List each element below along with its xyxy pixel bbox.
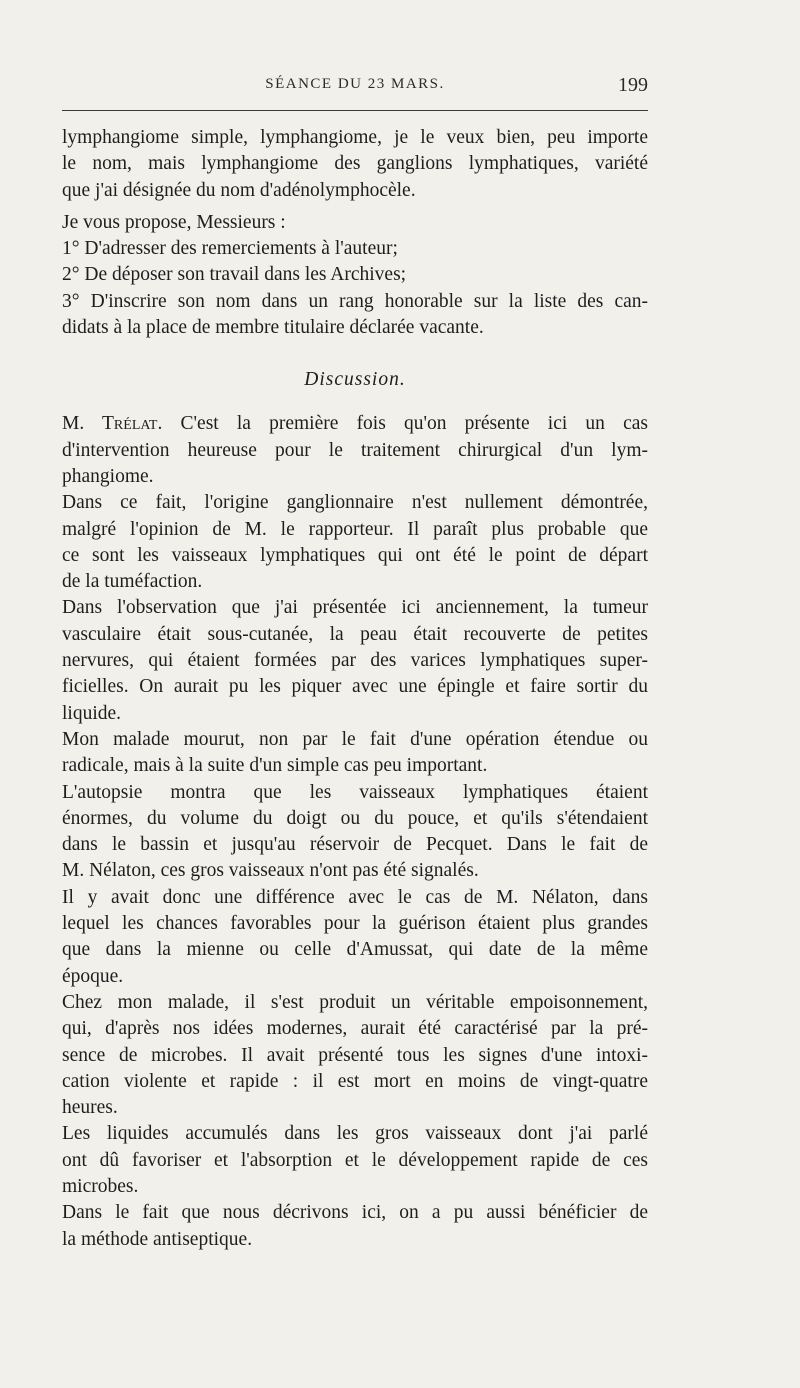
text-line: malgré l'opinion de M. le rapporteur. Il paraît plus probable que [62, 518, 648, 540]
text-line: Chez mon malade, il s'est produit un véritable empoisonnement, [62, 991, 648, 1013]
header-rule [62, 110, 648, 111]
paragraph [62, 780, 648, 885]
text-line: de la tuméfaction. [62, 571, 203, 593]
text-line: M. Nélaton, ces gros vaisseaux n'ont pas été signalés. [62, 860, 479, 882]
text-line: 3° D'inscrire son nom dans un rang honorable sur la liste des can- [62, 290, 648, 312]
text-line: Dans ce fait, l'origine ganglionnaire n'est nullement démontrée, [62, 492, 648, 514]
text-line: nervures, qui étaient formées par des varices lymphatiques super- [62, 650, 648, 672]
text-line: que j'ai désignée du nom d'adénolymphocèle. [62, 179, 416, 201]
text-line: qui, d'après nos idées modernes, aurait été caractérisé par la pré- [62, 1018, 648, 1040]
page-number: 199 [618, 74, 648, 96]
proposal-item-1: 1° D'adresser des remerciements à l'auteur; [62, 238, 398, 260]
text-line: lymphangiome simple, lymphangiome, je le veux bien, peu importe [62, 127, 648, 148]
text-line: ficielles. On aurait pu les piquer avec une épingle et faire sortir du [62, 676, 648, 698]
text-line: radicale, mais à la suite d'un simple cas peu important. [62, 755, 488, 777]
text-line: liquide. [62, 702, 122, 724]
section-heading: Discussion. [304, 369, 406, 391]
text-line: Dans le fait que nous décrivons ici, on a pu aussi bénéficier de [62, 1202, 648, 1224]
paragraph [62, 490, 648, 595]
text-line: le nom, mais lymphangiome des ganglions lymphatiques, variété [62, 153, 648, 175]
paragraph [62, 595, 648, 726]
text-line: didats à la place de membre titulaire déclarée vacante. [62, 317, 484, 339]
paragraph [62, 1200, 648, 1253]
paragraph-trelat-intro [62, 411, 648, 490]
text-line: énormes, du volume du doigt ou du pouce, et qu'ils s'étendaient [62, 807, 648, 829]
paragraph [62, 990, 648, 1121]
text-line: ont dû favoriser et l'absorption et le développement rapide de ces [62, 1149, 648, 1171]
text-line: cation violente et rapide : il est mort en moins de vingt-quatre [62, 1070, 648, 1092]
text-line: dans le bassin et jusqu'au réservoir de Pecquet. Dans le fait de [62, 834, 648, 856]
running-title: SÉANCE DU 23 MARS. [265, 76, 445, 92]
text-line [62, 411, 648, 437]
text-line: la méthode antiseptique. [62, 1228, 253, 1250]
speaker-name: M. Trélat. [62, 413, 163, 435]
text-line: vasculaire était sous-cutanée, la peau était recouverte de petites [62, 623, 648, 645]
text-line: Il y avait donc une différence avec le cas de M. Nélaton, dans [62, 886, 648, 908]
text-line: microbes. [62, 1175, 139, 1197]
text-line: Les liquides accumulés dans les gros vaisseaux dont j'ai parlé [62, 1123, 648, 1145]
text-line: Dans l'observation que j'ai présentée ici anciennement, la tumeur [62, 597, 648, 619]
paragraph [62, 1121, 648, 1200]
text-line: sence de microbes. Il avait présenté tous les signes d'une intoxi- [62, 1044, 648, 1066]
paragraph [62, 727, 648, 780]
text-line: Mon malade mourut, non par le fait d'une opération étendue ou [62, 728, 648, 750]
proposal-item-3 [62, 289, 648, 342]
paragraph-continuation [62, 125, 648, 204]
text-line: que dans la mienne ou celle d'Amussat, qui date de la même [62, 939, 648, 961]
proposal-intro: Je vous propose, Messieurs : [62, 211, 286, 233]
text-line: L'autopsie montra que les vaisseaux lymphatiques étaient [62, 781, 648, 803]
proposal-item-2: 2° De déposer son travail dans les Archives; [62, 264, 407, 286]
page-body [62, 125, 648, 1253]
text-line: époque. [62, 965, 124, 987]
text-line: lequel les chances favorables pour la guérison étaient plus grandes [62, 913, 648, 935]
text-line: ce sont les vaisseaux lymphatiques qui ont été le point de départ [62, 544, 648, 566]
text-line: phangiome. [62, 465, 154, 487]
page-header [62, 74, 648, 102]
text-line: heures. [62, 1097, 118, 1119]
text-span: C'est la première fois qu'on présente ici un cas [162, 413, 648, 435]
text-line: d'intervention heureuse pour le traitement chirurgical d'un lym- [62, 439, 648, 461]
paragraph [62, 885, 648, 990]
